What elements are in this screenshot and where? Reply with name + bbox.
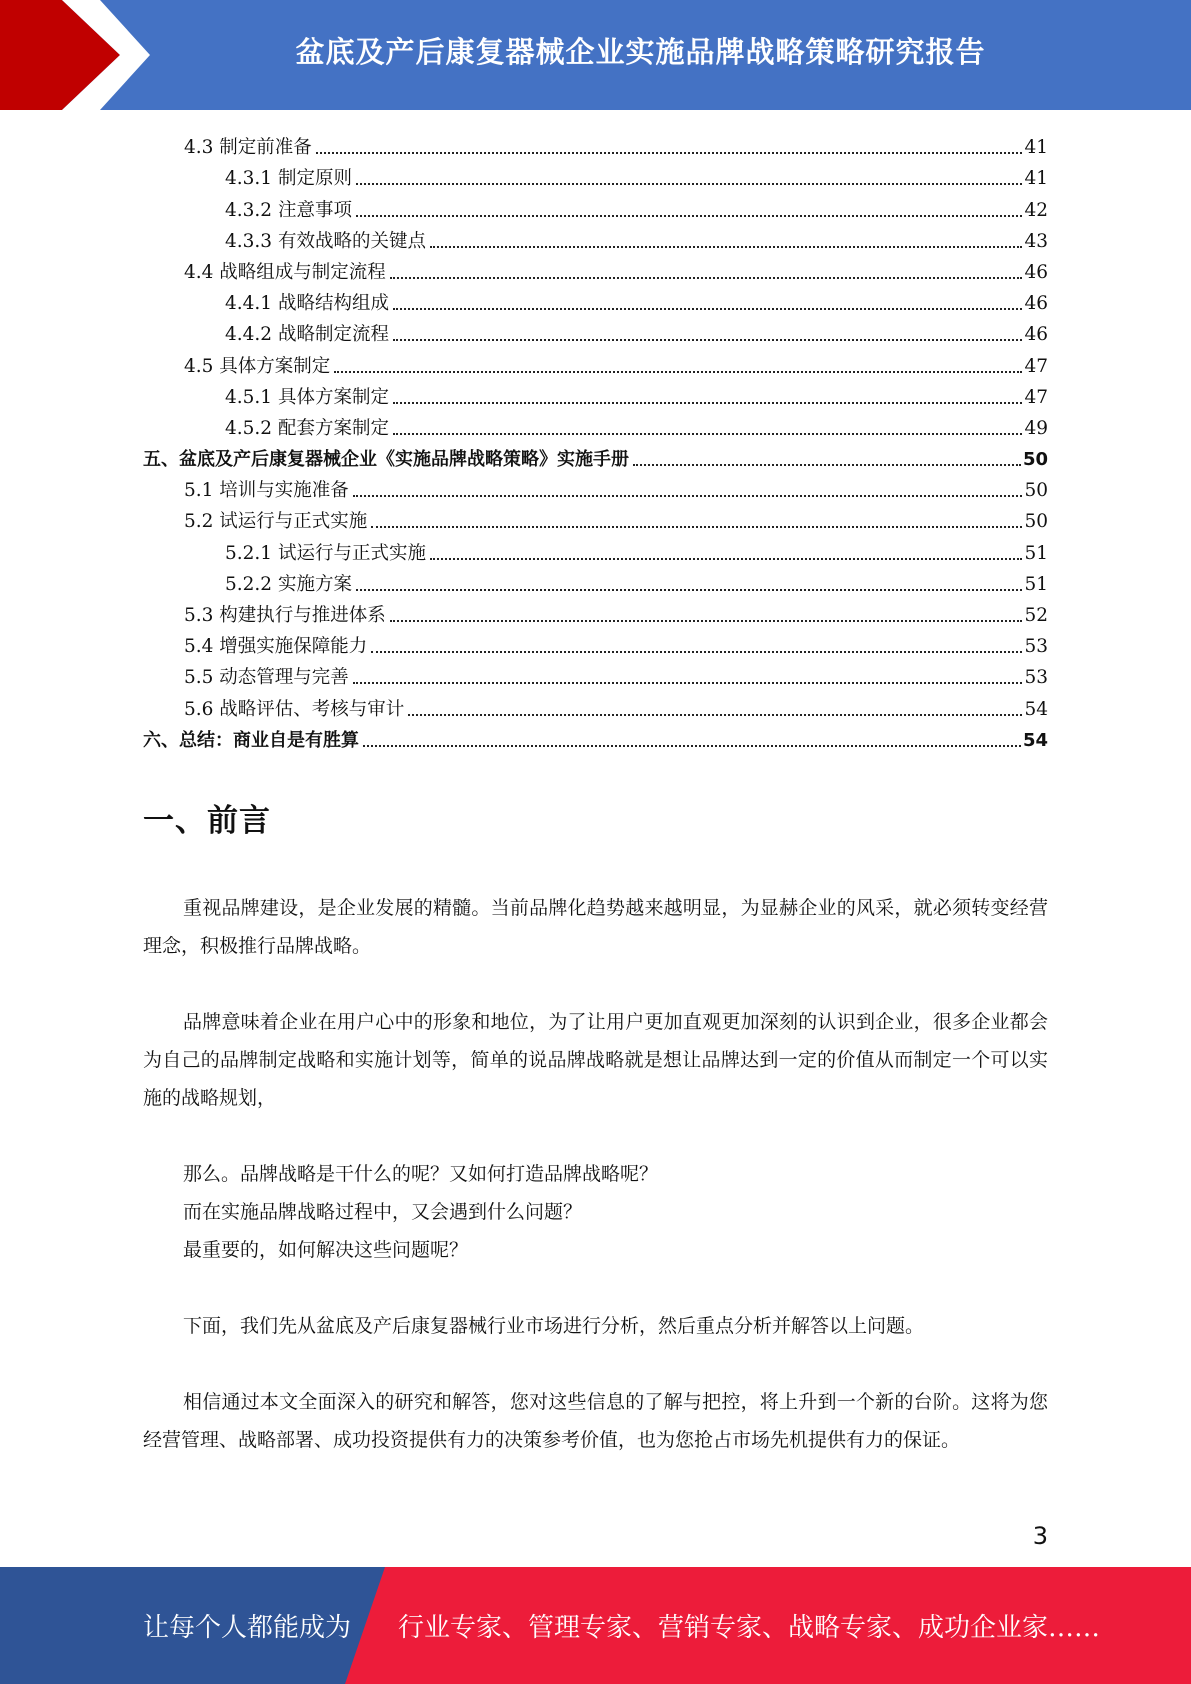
toc-entry-page: 50 xyxy=(1024,511,1048,533)
toc-entry-title: 4.5.1 具体方案制定 xyxy=(225,386,389,408)
toc-leader-dots xyxy=(430,558,1022,560)
toc-entry-page: 41 xyxy=(1024,137,1048,159)
toc-leader-dots xyxy=(334,371,1022,373)
toc-leader-dots xyxy=(393,308,1022,310)
toc-leader-dots xyxy=(371,651,1022,653)
toc-entry-title: 4.3.2 注意事项 xyxy=(225,199,352,221)
toc-leader-dots xyxy=(393,339,1022,341)
toc-entry-title: 五、盆底及产后康复器械企业《实施品牌战略策略》实施手册 xyxy=(143,449,629,471)
toc-entry[interactable] xyxy=(143,315,1048,346)
toc-entry-title: 5.3 构建执行与推进体系 xyxy=(184,605,386,626)
toc-entry[interactable] xyxy=(143,440,1048,471)
toc-entry-title: 4.5.2 配套方案制定 xyxy=(225,417,389,439)
toc-entry-title: 4.4.2 战略制定流程 xyxy=(225,324,389,346)
toc-entry-page: 53 xyxy=(1024,667,1048,689)
toc-entry[interactable] xyxy=(143,502,1048,533)
toc-entry[interactable] xyxy=(143,533,1048,564)
toc-entry-page: 51 xyxy=(1024,573,1048,595)
toc-entry-title: 4.3 制定前准备 xyxy=(184,137,312,159)
toc-entry-page: 50 xyxy=(1024,480,1048,502)
toc-leader-dots xyxy=(393,402,1022,404)
toc-entry-title: 六、总结：商业自是有胜算 xyxy=(143,729,359,751)
toc-entry-title: 5.1 培训与实施准备 xyxy=(184,480,349,502)
toc-entry-title: 4.3.3 有效战略的关键点 xyxy=(225,230,426,252)
toc-entry[interactable] xyxy=(143,658,1048,689)
question-line-3: 最重要的，如何解决这些问题呢？ xyxy=(183,1239,469,1261)
toc-entry-page: 46 xyxy=(1024,261,1048,283)
toc-leader-dots xyxy=(408,714,1022,716)
toc-entry-title: 4.3.1 制定原则 xyxy=(225,168,352,190)
toc-entry[interactable] xyxy=(143,689,1048,720)
toc-entry-title: 5.4 增强实施保障能力 xyxy=(184,636,368,658)
paragraph-4: 相信通过本文全面深入的研究和解答，您对这些信息的了解与把控，将上升到一个新的台阶。这将为您经营管理、战略部署、成功投资提供有力的决策参考价值，也为您抢占市场先机提供有力的保证。 xyxy=(143,1391,1048,1451)
report-title: 盆底及产后康复器械企业实施品牌战略策略研究报告 xyxy=(295,34,986,69)
toc-entry-page: 54 xyxy=(1024,698,1048,720)
question-line-2: 而在实施品牌战略过程中，又会遇到什么问题？ xyxy=(183,1201,583,1223)
toc-entry-page: 51 xyxy=(1024,542,1048,564)
toc-leader-dots xyxy=(390,277,1023,279)
toc-entry-page: 49 xyxy=(1024,417,1048,439)
toc-entry[interactable] xyxy=(143,565,1048,596)
toc-leader-dots xyxy=(363,745,1021,747)
toc-entry-title: 5.2 试运行与正式实施 xyxy=(184,511,368,533)
toc-entry[interactable] xyxy=(143,253,1048,284)
paragraph-3: 下面，我们先从盆底及产后康复器械行业市场进行分析，然后重点分析并解答以上问题。 xyxy=(183,1315,925,1337)
toc-entry-title: 5.2.1 试运行与正式实施 xyxy=(225,542,426,564)
toc-entry-page: 50 xyxy=(1022,449,1048,471)
toc-entry-page: 53 xyxy=(1024,636,1048,658)
footer-slogan-right: 行业专家、管理专家、营销专家、战略专家、成功企业家…… xyxy=(398,1613,1101,1643)
toc-entry[interactable] xyxy=(143,627,1048,658)
toc-leader-dots xyxy=(633,464,1021,466)
toc-leader-dots xyxy=(356,183,1023,185)
toc-entry[interactable] xyxy=(143,471,1048,502)
toc-entry-page: 43 xyxy=(1024,230,1048,252)
paragraph-1: 重视品牌建设，是企业发展的精髓。当前品牌化趋势越来越明显，为显赫企业的风采，就必须转变经营理念，积极推行品牌战略。 xyxy=(143,897,1048,957)
toc-entry-page: 46 xyxy=(1024,293,1048,315)
toc-entry[interactable] xyxy=(143,222,1048,253)
toc-leader-dots xyxy=(371,526,1022,528)
toc-entry-page: 42 xyxy=(1024,199,1048,221)
toc-entry-title: 5.6 战略评估、考核与审计 xyxy=(184,698,405,720)
toc-leader-dots xyxy=(430,246,1022,248)
page-footer xyxy=(0,1567,1191,1684)
toc-entry-title: 4.4 战略组成与制定流程 xyxy=(184,261,386,283)
toc-entry[interactable] xyxy=(143,409,1048,440)
toc-entry-page: 47 xyxy=(1024,386,1048,408)
toc-leader-dots xyxy=(353,495,1023,497)
toc-leader-dots xyxy=(393,433,1022,435)
toc-leader-dots xyxy=(390,620,1023,622)
question-line-1: 那么。品牌战略是干什么的呢？又如何打造品牌战略呢？ xyxy=(183,1163,659,1185)
toc-entry-title: 4.4.1 战略结构组成 xyxy=(225,293,389,315)
toc-entry-page: 47 xyxy=(1024,355,1048,377)
table-of-contents xyxy=(143,128,1048,752)
page-number: 3 xyxy=(1032,1522,1048,1550)
toc-entry[interactable] xyxy=(143,378,1048,409)
toc-entry[interactable] xyxy=(143,159,1048,190)
page-header xyxy=(0,0,1191,110)
toc-entry-page: 46 xyxy=(1024,324,1048,346)
toc-entry[interactable] xyxy=(143,190,1048,221)
toc-entry[interactable] xyxy=(143,346,1048,377)
footer-slogan-left: 让每个人都能成为 xyxy=(143,1613,352,1643)
section-heading: 一、前言 xyxy=(143,803,271,839)
toc-entry-title: 5.2.2 实施方案 xyxy=(225,573,352,595)
toc-entry[interactable] xyxy=(143,284,1048,315)
toc-leader-dots xyxy=(316,152,1023,154)
toc-entry-page: 54 xyxy=(1022,729,1048,751)
toc-entry-page: 41 xyxy=(1024,168,1048,190)
toc-leader-dots xyxy=(356,589,1023,591)
paragraph-2: 品牌意味着企业在用户心中的形象和地位，为了让用户更加直观更加深刻的认识到企业，很多企业都会为自己的品牌制定战略和实施计划等，简单的说品牌战略就是想让品牌达到一定的价值从而制定一个可以实施的战略规划， xyxy=(143,1011,1048,1109)
toc-entry[interactable] xyxy=(143,596,1048,627)
toc-entry[interactable] xyxy=(143,128,1048,159)
toc-entry[interactable] xyxy=(143,721,1048,752)
toc-entry-page: 52 xyxy=(1024,605,1048,626)
toc-leader-dots xyxy=(356,215,1023,217)
toc-entry-title: 4.5 具体方案制定 xyxy=(184,355,331,377)
toc-leader-dots xyxy=(353,682,1023,684)
toc-entry-title: 5.5 动态管理与完善 xyxy=(184,667,349,689)
